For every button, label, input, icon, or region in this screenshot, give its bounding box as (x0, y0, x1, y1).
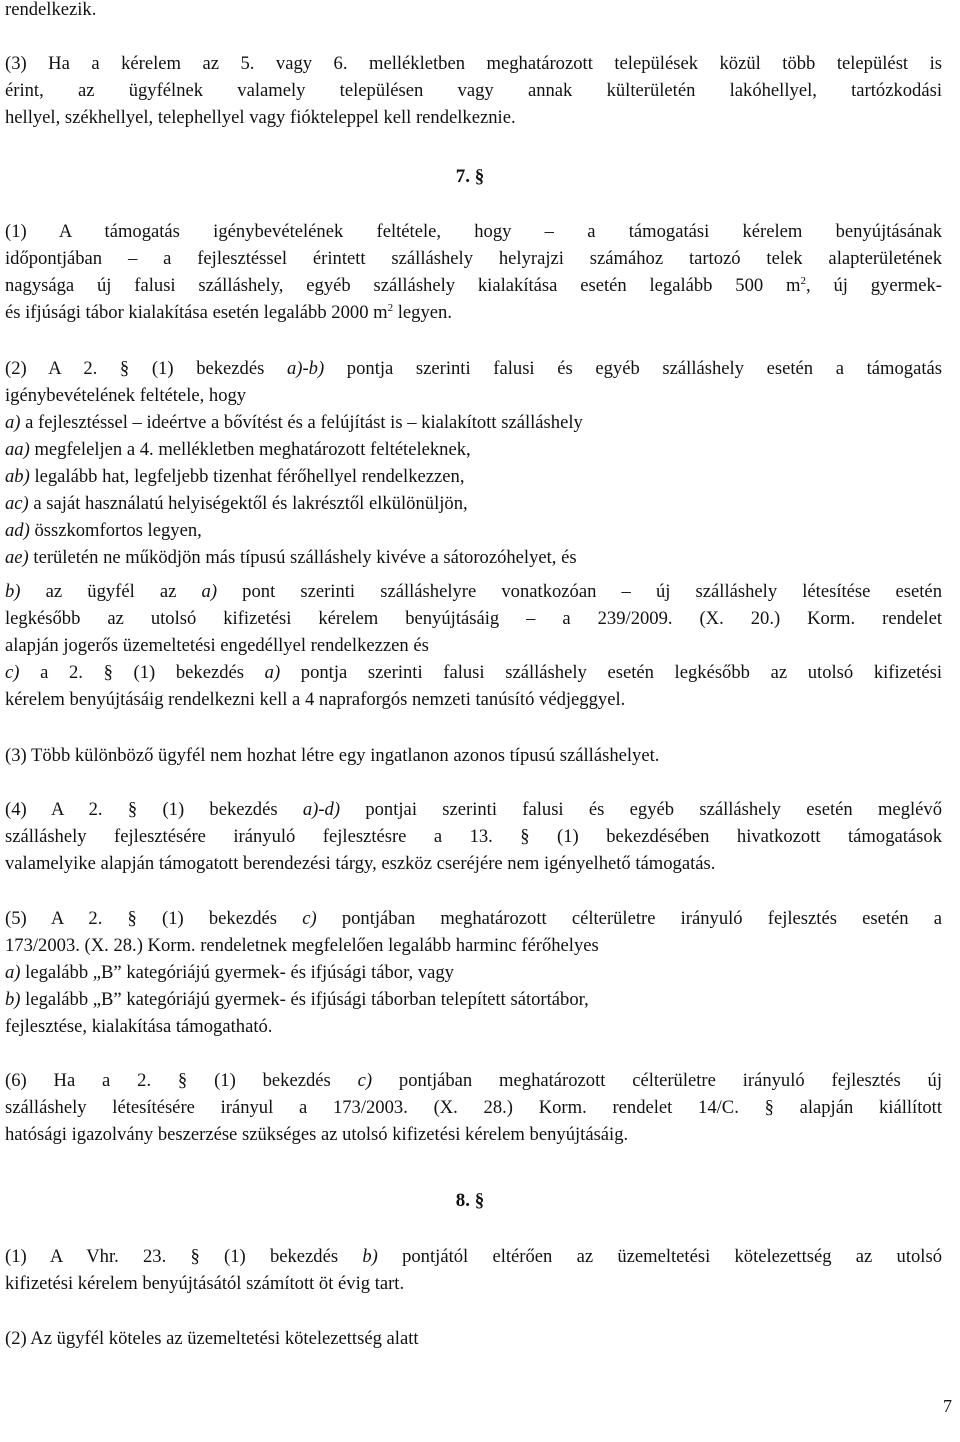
text-span: pontjában meghatározott célterületre irányuló fejlesztés esetén a (316, 908, 943, 929)
text-line (5, 273, 942, 299)
text-line (5, 960, 454, 986)
text-line: igénybevételének feltétele, hogy (5, 385, 247, 406)
text-line: hatósági igazolvány beszerzése szükséges az utolsó kifizetési kérelem benyújtásáig. (5, 1124, 629, 1145)
text-line: kérelem benyújtásáig rendelkezni kell a 4 napraforgós nemzeti tanúsító védjeggyel. (5, 689, 626, 710)
italic-ref: c) (357, 1070, 373, 1091)
text-line: szálláshely létesítésére irányul a 173/2003. (X. 28.) Korm. rendelet 14/C. § alapján kiállított (5, 1097, 942, 1118)
text-span: pontjában meghatározott célterületre irányuló fejlesztés új (372, 1070, 942, 1091)
text-line: hellyel, székhellyel, telephellyel vagy fiókteleppel kell rendelkeznie. (5, 107, 516, 128)
text-line: (2) Az ügyfél köteles az üzemeltetési kötelezettség alatt (5, 1328, 419, 1349)
text-span: legalább hat, legfeljebb tizenhat férőhellyel rendelkezzen, (29, 466, 465, 487)
italic-ref: ac) (5, 493, 29, 514)
text-span: legalább „B” kategóriájú gyermek- és ifjúsági táborban telepített sátortábor, (20, 989, 589, 1010)
text-line (5, 1244, 942, 1270)
italic-ref: a)-d) (302, 799, 341, 820)
text-span: területén ne működjön más típusú szálláshely kivéve a sátorozóhelyet, és (28, 547, 577, 568)
text-line (5, 410, 583, 436)
text-line (5, 1068, 942, 1094)
text-span: (1) A Vhr. 23. § (1) bekezdés (5, 1246, 363, 1267)
text-span: a 2. § (1) bekezdés (19, 662, 265, 683)
text-line (5, 797, 942, 823)
text-line: (3) Ha a kérelem az 5. vagy 6. mellékletben meghatározott települések közül több települést is (5, 53, 942, 74)
text-line (5, 491, 468, 517)
italic-ref: aa) (5, 439, 30, 460)
text-span: megfeleljen a 4. mellékletben meghatározott feltételeknek, (29, 439, 471, 460)
text-span: (4) A 2. § (1) bekezdés (5, 799, 303, 820)
text-span: és ifjúsági tábor kialakítása esetén legalább 2000 m (5, 302, 388, 323)
text-line: (3) Több különböző ügyfél nem hozhat létre egy ingatlanon azonos típusú szálláshelyet. (5, 745, 660, 766)
text-span: a fejlesztéssel – ideértve a bővítést és a felújítást is – kialakított szálláshely (20, 412, 583, 433)
text-span: (6) Ha a 2. § (1) bekezdés (5, 1070, 358, 1091)
text-line (5, 545, 577, 571)
text-span: , új gyermek- (805, 275, 942, 296)
text-line: rendelkezik. (5, 0, 97, 20)
italic-ref: c) (5, 662, 20, 683)
italic-ref: a) (5, 962, 21, 983)
italic-ref: b) (362, 1246, 378, 1267)
text-span: pontja szerinti falusi szálláshely esetén legkésőbb az utolsó kifizetési (280, 662, 942, 683)
text-span: legalább „B” kategóriájú gyermek- és ifjúsági tábor, vagy (20, 962, 454, 983)
section-heading-8: 8. § (455, 1190, 485, 1211)
text-span: nagysága új falusi szálláshely, egyéb szálláshely kialakítása esetén legalább 500 m (5, 275, 801, 296)
text-line: időpontjában – a fejlesztéssel érintett szálláshely helyrajzi számához tartozó telek alapterületének (5, 248, 942, 269)
text-span: összkomfortos legyen, (29, 520, 202, 541)
text-span: az ügyfél az (20, 581, 202, 602)
text-span: pontja szerinti falusi és egyéb szálláshely esetén a támogatás (324, 358, 943, 379)
text-line (5, 464, 464, 490)
text-line (5, 437, 471, 463)
section-heading-7: 7. § (455, 166, 485, 187)
text-span: a saját használatú helyiségektől és lakrésztől elkülönüljön, (28, 493, 468, 514)
page-number: 7 (943, 1396, 952, 1416)
text-line (5, 518, 202, 544)
text-line: alapján jogerős üzemeltetési engedéllyel rendelkezzen és (5, 635, 429, 656)
italic-ref: ae) (5, 547, 29, 568)
italic-ref: a)-b) (286, 358, 325, 379)
text-line (5, 356, 942, 382)
italic-ref: c) (302, 908, 317, 929)
italic-ref: ab) (5, 466, 30, 487)
italic-ref: ad) (5, 520, 30, 541)
superscript: 2 (800, 274, 806, 287)
text-span: pont szerinti szálláshelyre vonatkozóan – új szálláshely létesítése esetén (217, 581, 942, 602)
text-span: (2) A 2. § (1) bekezdés (5, 358, 287, 379)
text-line (5, 906, 942, 932)
italic-ref: a) (264, 662, 281, 683)
text-span: pontjától eltérően az üzemeltetési kötelezettség az utolsó (377, 1246, 942, 1267)
italic-ref: b) (5, 581, 21, 602)
italic-ref: b) (5, 989, 21, 1010)
text-span: (5) A 2. § (1) bekezdés (5, 908, 303, 929)
superscript: 2 (387, 301, 394, 314)
text-line (5, 579, 942, 605)
italic-ref: a) (5, 412, 21, 433)
text-line (5, 987, 589, 1013)
text-line: fejlesztése, kialakítása támogatható. (5, 1016, 273, 1037)
text-span: legyen. (393, 302, 452, 323)
text-line: érint, az ügyfélnek valamely településen vagy annak külterületén lakóhellyel, tartózkodási (5, 80, 942, 101)
text-line: (1) A támogatás igénybevételének feltétele, hogy – a támogatási kérelem benyújtásának (5, 221, 942, 242)
text-line (5, 300, 452, 326)
text-line: legkésőbb az utolsó kifizetési kérelem benyújtásáig – a 239/2009. (X. 20.) Korm. rendelet (5, 608, 942, 629)
text-line: 173/2003. (X. 28.) Korm. rendeletnek megfelelően legalább harminc férőhelyes (5, 935, 599, 956)
text-line (5, 660, 942, 686)
text-line: kifizetési kérelem benyújtásától számított öt évig tart. (5, 1273, 405, 1294)
text-line: szálláshely fejlesztésére irányuló fejlesztésre a 13. § (1) bekezdésében hivatkozott támogatások (5, 826, 942, 847)
text-span: pontjai szerinti falusi és egyéb szálláshely esetén meglévő (340, 799, 942, 820)
italic-ref: a) (201, 581, 218, 602)
text-line: valamelyike alapján támogatott berendezési tárgy, eszköz cseréjére nem igényelhető támogatás. (5, 853, 716, 874)
